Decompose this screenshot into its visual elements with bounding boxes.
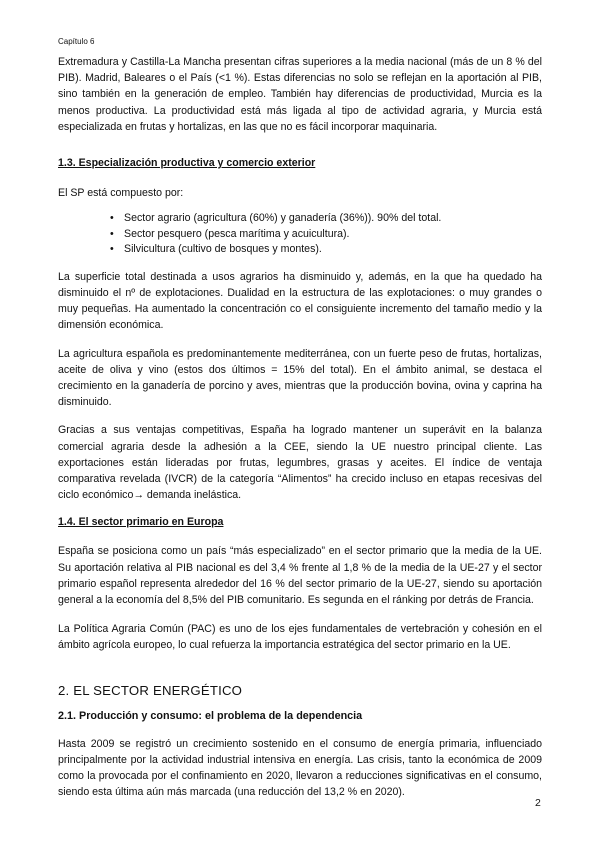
paragraph-trade-surplus: Gracias a sus ventajas competitivas, España ha logrado mantener un superávit en la balanza comercial agraria desde la adhesión a la CEE, siendo la UE nuestro principal cliente. Las exportaciones están lideradas por frutas, legumbres, grasas y aceites. El índice de ventaja comparativa revelada (IVCR) de la categoría “Alimentos” ha crecido incluso en etapas recesivas del ciclo económico→ demanda inelástica. [58,424,542,502]
section-heading-2-1: 2.1. Producción y consumo: el problema de la dependencia [58,709,363,722]
section-heading-1-3: 1.3. Especialización productiva y comercio exterior [58,157,316,170]
paragraph-energy-consumption: Hasta 2009 se registró un crecimiento sostenido en el consumo de energía primaria, influenciado principalmente por la actividad industrial intensiva en energía. Las crisis, tanto la económica de 2009 como la provocada por el confinamiento en 2020, llevaron a reducciones significativas en el consumo, siendo esta última aún más marcada (una reducción del 13,2 % en 2020). [58,737,542,799]
list-item [110,242,542,258]
paragraph-list-intro: El SP está compuesto por: [58,187,184,200]
paragraph-land-use: La superficie total destinada a usos agrarios ha disminuido y, además, en la que ha quedado ha disminuido el nº de explotaciones. Dualidad en la estructura de las explotaciones: o muy grandes o muy pequeñas. Ha aumentado la concentración co el consiguiente incremento del tamaño medio y la dimensión económica. [58,270,542,332]
primary-sector-list [58,211,542,258]
paragraph-europe-position: España se posiciona como un país “más especializado” en el sector primario que la media de la UE. Su aportación relativa al PIB nacional es del 3,4 % frente al 1,8 % de la media de la UE-27 y el sector primario español representa alrededor del 16 % del sector primario de la UE-27, siendo su aportación general a la economía del 8,5% del PIB comunitario. Es segunda en el ránking por detrás de Francia. [58,545,542,606]
paragraph-mediterranean-agriculture: La agricultura española es predominantemente mediterránea, con un fuerte peso de frutas, hortalizas, aceite de oliva y vino (estos dos últimos = 15% del total). En el ámbito animal, se destaca el crecimiento en la ganadería de porcino y aves, mientras que la producción bovina, ovina y caprina ha disminuido. [58,347,542,409]
list-item [110,211,542,227]
list-item [110,227,542,243]
page-number: 2 [535,797,541,809]
bullet-icon: • [110,243,114,256]
page-content [58,54,542,800]
list-item-text: Sector agrario (agricultura (60%) y ganadería (36%)). 90% del total. [124,212,442,225]
list-item-text: Silvicultura (cultivo de bosques y montes). [124,243,322,256]
bullet-icon: • [110,212,114,225]
chapter-heading-energy-sector: 2. EL SECTOR ENERGÉTICO [58,682,243,698]
running-header: Capítulo 6 [58,37,95,46]
section-heading-1-4: 1.4. El sector primario en Europa [58,516,224,529]
paragraph-regional-differences: Extremadura y Castilla-La Mancha presentan cifras superiores a la media nacional (más de un 8 % del PIB). Madrid, Baleares o el País (<1 %). Estas diferencias no solo se reflejan en la aportación al PIB, sino también en la generación de empleo. También hay diferencias de productividad, Murcia es la menos productiva. La productividad está más ligada al tipo de actividad agraria, y Murcia está especializada en frutas y hortalizas, en las que no es fácil incorporar maquinaria. [58,56,542,133]
list-item-text: Sector pesquero (pesca marítima y acuicultura). [124,227,350,240]
paragraph-pac: La Política Agraria Común (PAC) es uno de los ejes fundamentales de vertebración y cohesión en el ámbito agrícola europeo, lo cual refuerza la importancia estratégica del sector primario en la UE. [58,623,542,652]
bullet-icon: • [110,227,114,240]
